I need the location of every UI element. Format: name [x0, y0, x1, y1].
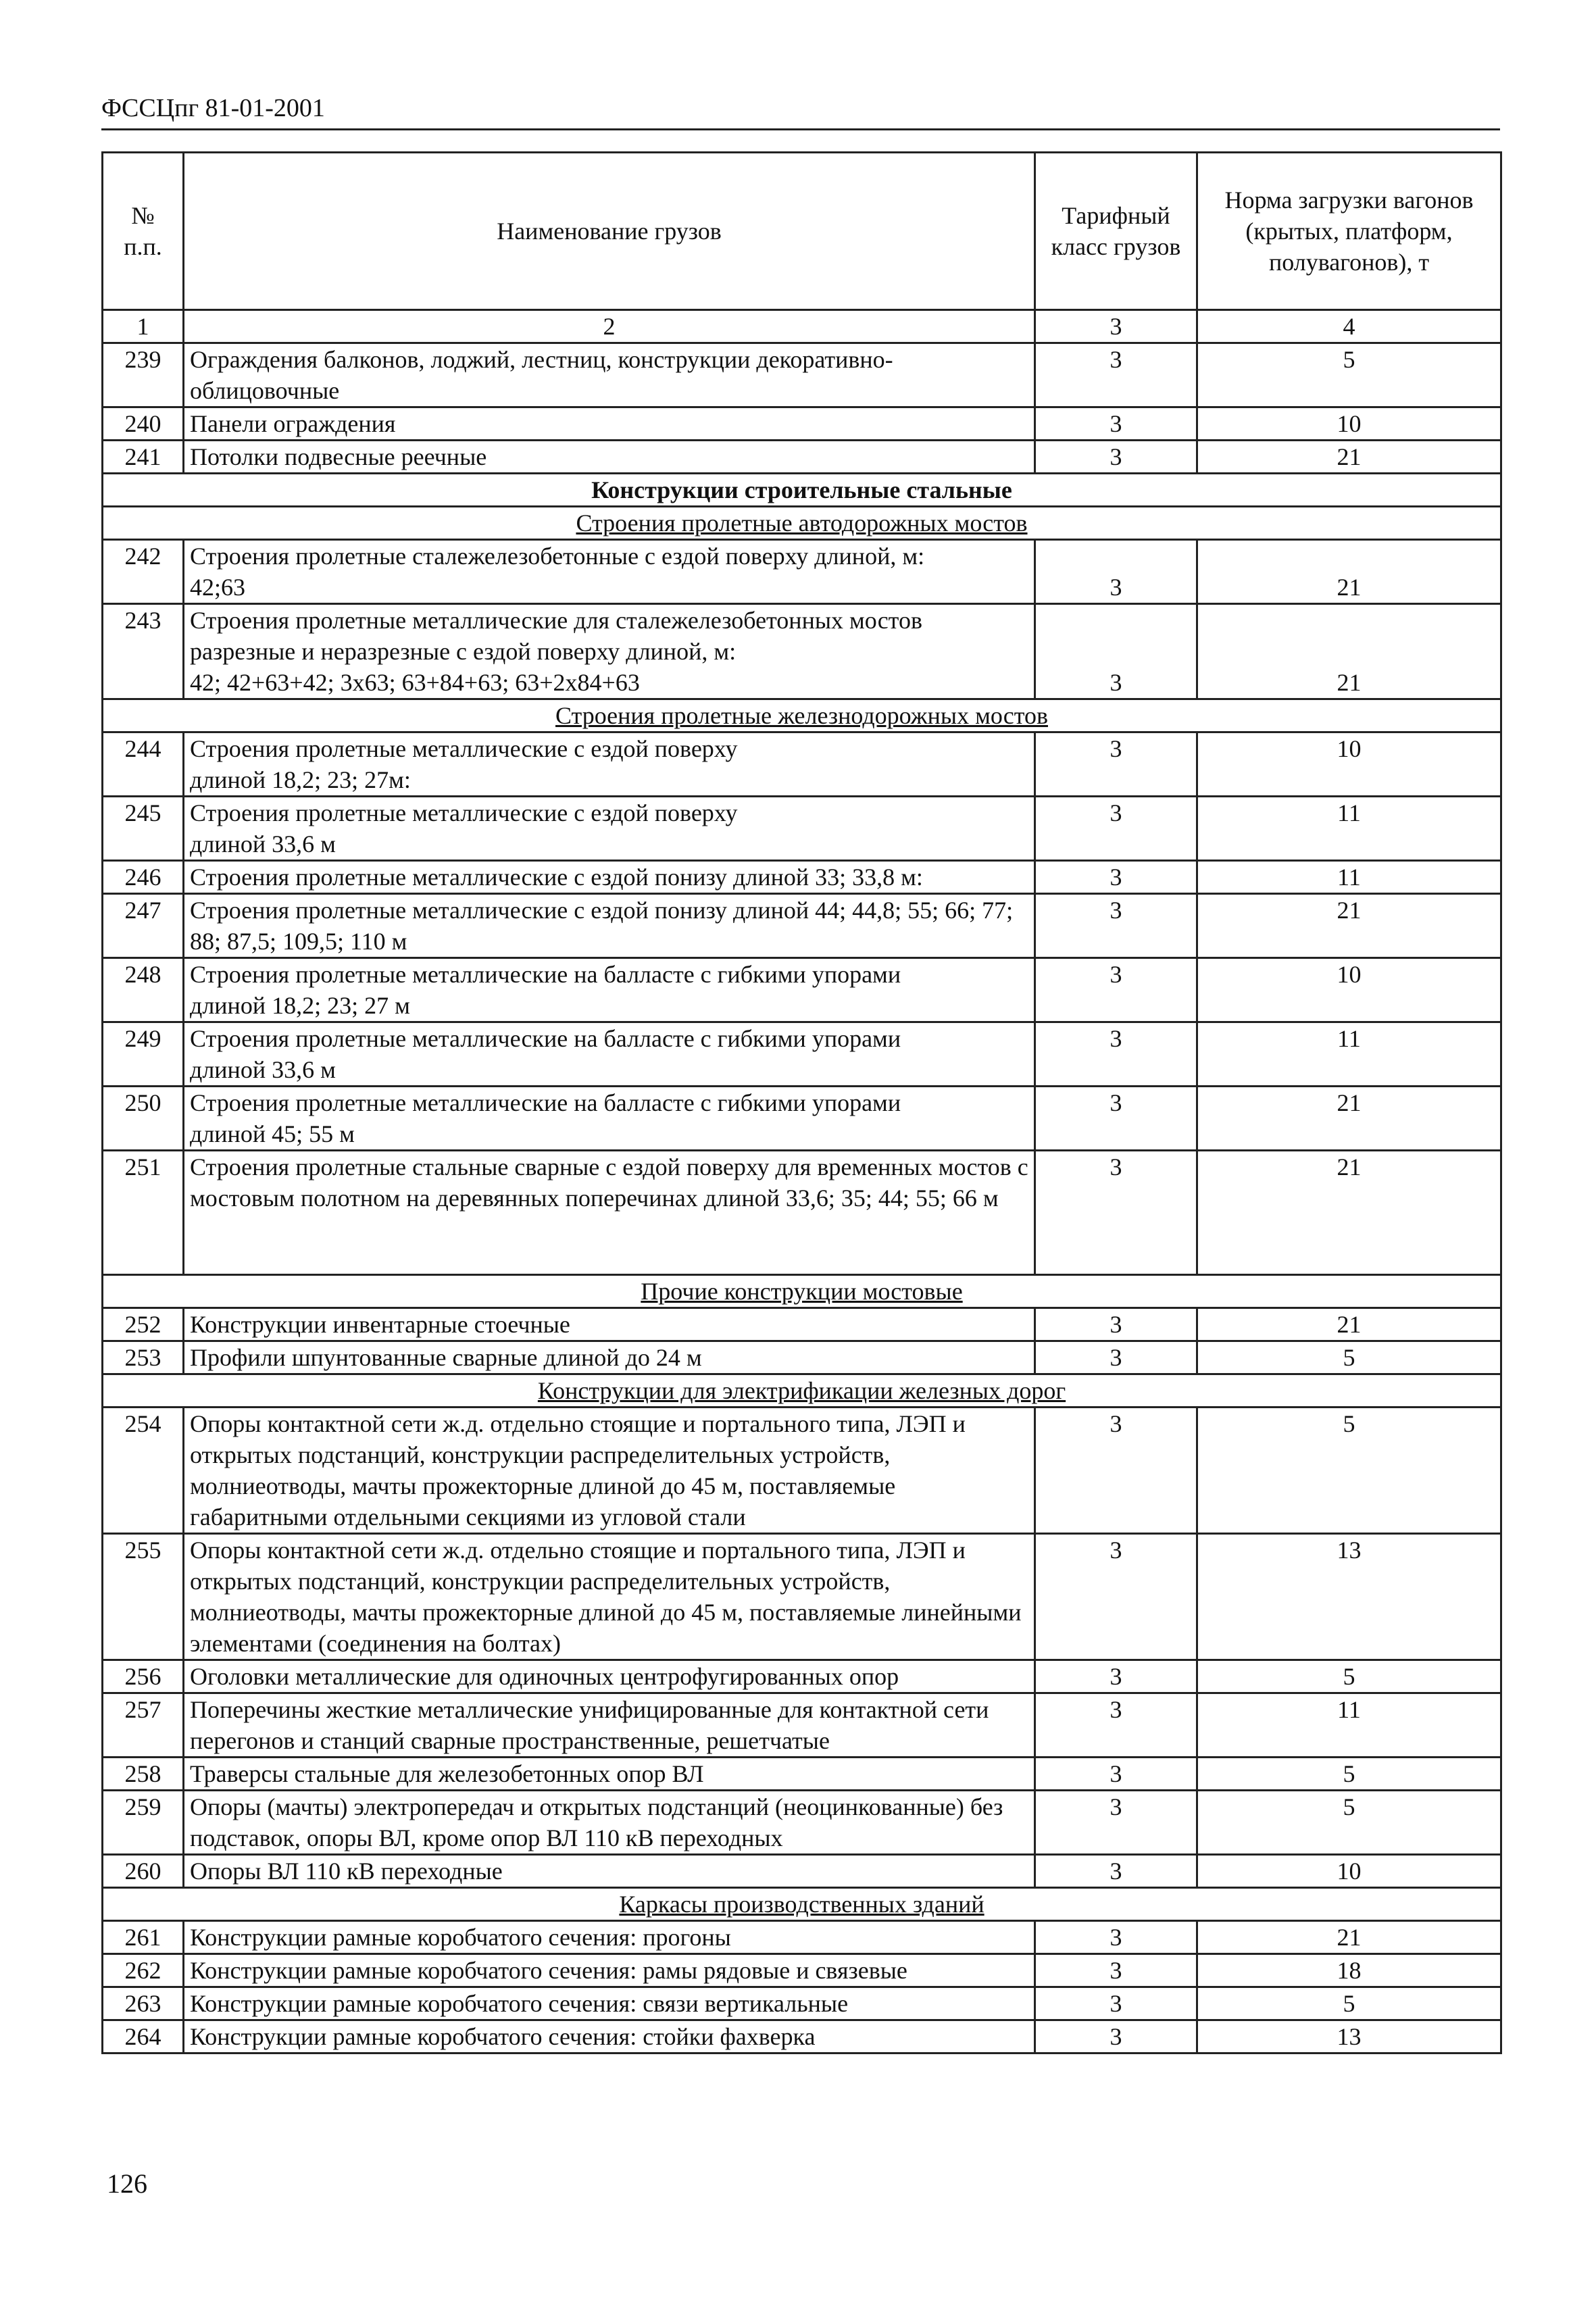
tariff-class: 3	[1035, 1308, 1197, 1341]
loading-norm: 5	[1197, 1987, 1501, 2020]
tariff-class: 3	[1035, 1954, 1197, 1987]
row-number: 260	[103, 1855, 184, 1888]
column-number: 2	[184, 310, 1035, 343]
cargo-name: Конструкции рамные коробчатого сечения: стойки фахверка	[184, 2020, 1035, 2053]
section-title-text: Каркасы производственных зданий	[619, 1891, 984, 1918]
row-number: 258	[103, 1758, 184, 1791]
tariff-class: 3	[1035, 604, 1197, 699]
cargo-name: Потолки подвесные реечные	[184, 441, 1035, 474]
loading-norm: 10	[1197, 1855, 1501, 1888]
cargo-name: Строения пролетные металлические с ездой понизу длиной 44; 44,8; 55; 66; 77; 88; 87,5; 109,5; 110 м	[184, 894, 1035, 958]
tariff-class: 3	[1035, 1660, 1197, 1693]
row-number: 263	[103, 1987, 184, 2020]
cargo-name: Траверсы стальные для железобетонных опор ВЛ	[184, 1758, 1035, 1791]
section-title	[103, 474, 1501, 507]
cargo-name: Строения пролетные металлические на балласте с гибкими упорами длиной 18,2; 23; 27 м	[184, 958, 1035, 1022]
row-number: 256	[103, 1660, 184, 1693]
cargo-name: Конструкции рамные коробчатого сечения: рамы рядовые и связевые	[184, 1954, 1035, 1987]
tariff-class: 3	[1035, 1022, 1197, 1087]
tariff-class: 3	[1035, 407, 1197, 441]
header-name-text: Наименование грузов	[497, 218, 722, 245]
table-row	[103, 1087, 1501, 1151]
row-number: 261	[103, 1921, 184, 1954]
tariff-class: 3	[1035, 1855, 1197, 1888]
cargo-name: Строения пролетные сталежелезобетонные с ездой поверху длиной, м: 42;63	[184, 540, 1035, 604]
row-number: 242	[103, 540, 184, 604]
row-number: 257	[103, 1693, 184, 1758]
table-row	[103, 958, 1501, 1022]
loading-norm: 11	[1197, 1022, 1501, 1087]
cargo-name: Строения пролетные металлические с ездой поверху длиной 33,6 м	[184, 797, 1035, 861]
row-number: 246	[103, 861, 184, 894]
loading-norm: 5	[1197, 1408, 1501, 1534]
row-number: 250	[103, 1087, 184, 1151]
loading-norm: 13	[1197, 1534, 1501, 1660]
cargo-name: Строения пролетные металлические с ездой понизу длиной 33; 33,8 м:	[184, 861, 1035, 894]
table-row	[103, 861, 1501, 894]
loading-norm: 5	[1197, 1341, 1501, 1374]
table-row	[103, 2020, 1501, 2053]
row-number: 262	[103, 1954, 184, 1987]
table-row	[103, 1308, 1501, 1341]
table-row	[103, 1408, 1501, 1534]
tariff-class: 3	[1035, 1987, 1197, 2020]
tariff-class: 3	[1035, 1087, 1197, 1151]
table-row	[103, 441, 1501, 474]
row-number: 252	[103, 1308, 184, 1341]
header-norm-text: Норма загрузки вагонов (крытых, платформ, полувагонов), т	[1224, 186, 1474, 276]
cargo-name: Профили шпунтованные сварные длиной до 24 м	[184, 1341, 1035, 1374]
loading-norm: 21	[1197, 1308, 1501, 1341]
header-name	[184, 153, 1035, 310]
header-class	[1035, 153, 1197, 310]
row-number: 253	[103, 1341, 184, 1374]
document-header: ФССЦпг 81-01-2001	[101, 94, 325, 122]
table-row	[103, 407, 1501, 441]
table-row	[103, 1693, 1501, 1758]
section-title	[103, 1888, 1501, 1921]
loading-norm: 21	[1197, 540, 1501, 604]
row-number: 264	[103, 2020, 184, 2053]
section-title-text: Строения пролетные автодорожных мостов	[576, 509, 1028, 537]
loading-norm: 10	[1197, 732, 1501, 797]
row-number: 251	[103, 1151, 184, 1275]
tariff-class: 3	[1035, 343, 1197, 407]
row-number: 249	[103, 1022, 184, 1087]
tariff-class: 3	[1035, 1758, 1197, 1791]
section-row	[103, 699, 1501, 732]
cargo-name: Опоры контактной сети ж.д. отдельно стоящие и портального типа, ЛЭП и открытых подстанций, конструкции распределительных устройств, молниеотводы, мачты прожекторные длиной до 45 м, поставляемые линейными элементами (соединения на болтах)	[184, 1534, 1035, 1660]
loading-norm: 13	[1197, 2020, 1501, 2053]
table-row	[103, 1855, 1501, 1888]
page-number: 126	[107, 2168, 147, 2199]
column-number: 1	[103, 310, 184, 343]
row-number: 241	[103, 441, 184, 474]
column-numbers-row	[103, 310, 1501, 343]
cargo-name: Поперечины жесткие металлические унифицированные для контактной сети перегонов и станций сварные пространственные, решетчатые	[184, 1693, 1035, 1758]
table-row	[103, 1758, 1501, 1791]
section-title-text: Прочие конструкции мостовые	[641, 1278, 963, 1305]
cargo-name: Конструкции рамные коробчатого сечения: прогоны	[184, 1921, 1035, 1954]
row-number: 239	[103, 343, 184, 407]
header-num	[103, 153, 184, 310]
table-row	[103, 894, 1501, 958]
cargo-name: Строения пролетные стальные сварные с ездой поверху для временных мостов с мостовым полотном на деревянных поперечинах длиной 33,6; 35; 44; 55; 66 м	[184, 1151, 1035, 1275]
section-title	[103, 1374, 1501, 1408]
row-number: 244	[103, 732, 184, 797]
tariff-class: 3	[1035, 2020, 1197, 2053]
table-body	[103, 343, 1501, 2053]
column-number: 4	[1197, 310, 1501, 343]
section-title-text: Конструкции для электрификации железных дорог	[537, 1377, 1066, 1404]
tariff-class: 3	[1035, 1408, 1197, 1534]
table-row	[103, 1660, 1501, 1693]
loading-norm: 21	[1197, 441, 1501, 474]
tariff-class: 3	[1035, 1791, 1197, 1855]
loading-norm: 18	[1197, 1954, 1501, 1987]
loading-norm: 5	[1197, 1660, 1501, 1693]
table-row	[103, 604, 1501, 699]
column-number: 3	[1035, 310, 1197, 343]
tariff-class: 3	[1035, 797, 1197, 861]
section-title	[103, 507, 1501, 540]
row-number: 243	[103, 604, 184, 699]
header-num-text: № п.п.	[124, 202, 162, 260]
section-row	[103, 1275, 1501, 1308]
tariff-class: 3	[1035, 540, 1197, 604]
loading-norm: 21	[1197, 604, 1501, 699]
table-row	[103, 1791, 1501, 1855]
tariff-class: 3	[1035, 1341, 1197, 1374]
tariff-class: 3	[1035, 441, 1197, 474]
loading-norm: 21	[1197, 1151, 1501, 1275]
loading-norm: 11	[1197, 1693, 1501, 1758]
section-row	[103, 474, 1501, 507]
table-row	[103, 343, 1501, 407]
cargo-name: Строения пролетные металлические для сталежелезобетонных мостов разрезные и неразрезные с ездой поверху длиной, м: 42; 42+63+42; 3х63; 63+84+63; 63+2х84+63	[184, 604, 1035, 699]
loading-norm: 10	[1197, 958, 1501, 1022]
row-number: 254	[103, 1408, 184, 1534]
section-title	[103, 1275, 1501, 1308]
table-row	[103, 1341, 1501, 1374]
tariff-class: 3	[1035, 1151, 1197, 1275]
table-row	[103, 540, 1501, 604]
section-row	[103, 1374, 1501, 1408]
cargo-name: Строения пролетные металлические на балласте с гибкими упорами длиной 45; 55 м	[184, 1087, 1035, 1151]
section-title-text: Конструкции строительные стальные	[591, 476, 1012, 503]
loading-norm: 10	[1197, 407, 1501, 441]
loading-norm: 21	[1197, 1921, 1501, 1954]
tariff-class: 3	[1035, 861, 1197, 894]
tariff-class: 3	[1035, 894, 1197, 958]
loading-norm: 21	[1197, 1087, 1501, 1151]
row-number: 240	[103, 407, 184, 441]
tariff-class: 3	[1035, 958, 1197, 1022]
table-row	[103, 1022, 1501, 1087]
loading-norm: 5	[1197, 1758, 1501, 1791]
row-number: 247	[103, 894, 184, 958]
section-row	[103, 507, 1501, 540]
cargo-name: Опоры контактной сети ж.д. отдельно стоящие и портального типа, ЛЭП и открытых подстанций, конструкции распределительных устройств, молниеотводы, мачты прожекторные длиной до 45 м, поставляемые габаритными отдельными секциями из угловой стали	[184, 1408, 1035, 1534]
section-title-text: Строения пролетные железнодорожных мостов	[555, 702, 1048, 729]
header-rule	[101, 128, 1500, 130]
table-row	[103, 1534, 1501, 1660]
cargo-name: Опоры (мачты) электропередач и открытых подстанций (неоцинкованные) без подставок, опоры ВЛ, кроме опор ВЛ 110 кВ переходных	[184, 1791, 1035, 1855]
table-row	[103, 732, 1501, 797]
tariff-class: 3	[1035, 732, 1197, 797]
header-class-text: Тарифный класс грузов	[1051, 202, 1181, 260]
cargo-name: Ограждения балконов, лоджий, лестниц, конструкции декоративно-облицовочные	[184, 343, 1035, 407]
table-header-row	[103, 153, 1501, 310]
cargo-name: Конструкции инвентарные стоечные	[184, 1308, 1035, 1341]
section-title	[103, 699, 1501, 732]
loading-norm: 21	[1197, 894, 1501, 958]
cargo-name: Конструкции рамные коробчатого сечения: связи вертикальные	[184, 1987, 1035, 2020]
row-number: 255	[103, 1534, 184, 1660]
tariff-class: 3	[1035, 1921, 1197, 1954]
tariff-class: 3	[1035, 1693, 1197, 1758]
freight-table	[101, 151, 1502, 2054]
cargo-name: Панели ограждения	[184, 407, 1035, 441]
row-number: 259	[103, 1791, 184, 1855]
loading-norm: 5	[1197, 1791, 1501, 1855]
section-row	[103, 1888, 1501, 1921]
loading-norm: 5	[1197, 343, 1501, 407]
table-row	[103, 1921, 1501, 1954]
row-number: 248	[103, 958, 184, 1022]
cargo-name: Строения пролетные металлические на балласте с гибкими упорами длиной 33,6 м	[184, 1022, 1035, 1087]
loading-norm: 11	[1197, 797, 1501, 861]
header-norm	[1197, 153, 1501, 310]
cargo-name: Опоры ВЛ 110 кВ переходные	[184, 1855, 1035, 1888]
table-row	[103, 797, 1501, 861]
loading-norm: 11	[1197, 861, 1501, 894]
tariff-class: 3	[1035, 1534, 1197, 1660]
table-row	[103, 1954, 1501, 1987]
cargo-name: Оголовки металлические для одиночных центрофугированных опор	[184, 1660, 1035, 1693]
cargo-name: Строения пролетные металлические с ездой поверху длиной 18,2; 23; 27м:	[184, 732, 1035, 797]
table-row	[103, 1151, 1501, 1275]
table-row	[103, 1987, 1501, 2020]
row-number: 245	[103, 797, 184, 861]
